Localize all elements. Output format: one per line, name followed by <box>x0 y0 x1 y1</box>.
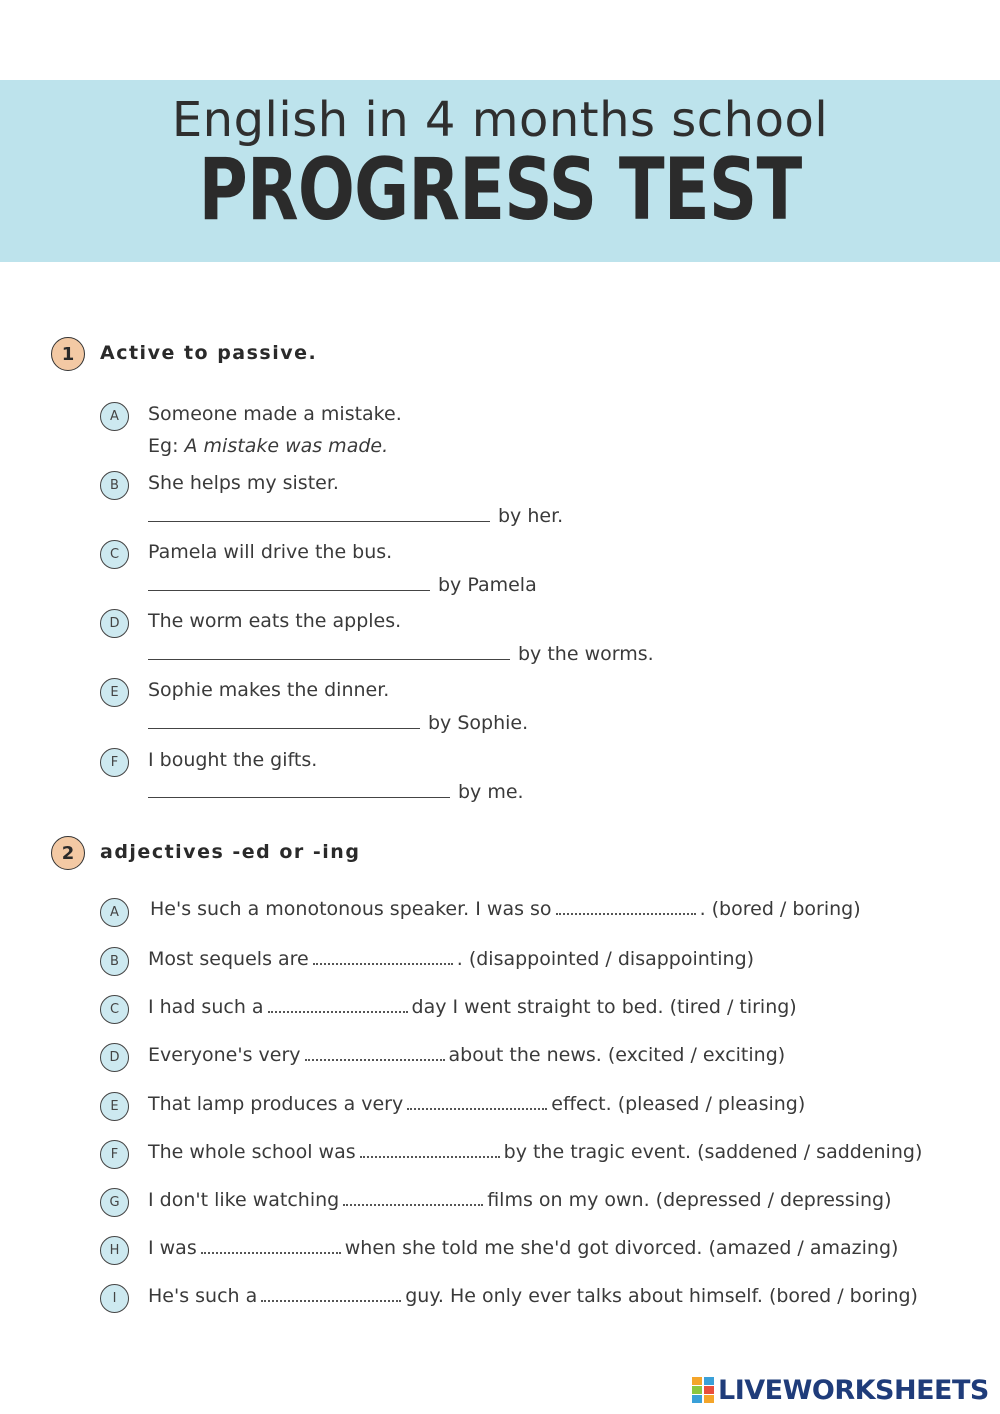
sentence-start: Everyone's very <box>148 1044 301 1066</box>
item-1d-answer-row <box>148 643 654 665</box>
sentence-end: when she told me she'd got divorced. (amazed / amazing) <box>344 1237 899 1259</box>
answer-blank[interactable] <box>148 574 430 591</box>
item-2e-row <box>148 1093 805 1115</box>
item-1a-sentence: Someone made a mistake. <box>148 403 402 425</box>
item-1c-answer-row <box>148 574 537 596</box>
example-answer: A mistake was made. <box>184 435 389 457</box>
answer-suffix: by Sophie. <box>428 712 529 734</box>
sentence-end: films on my own. (depressed / depressing) <box>487 1189 892 1211</box>
item-1a-letter: A <box>100 402 129 431</box>
item-1f-letter: F <box>100 748 129 777</box>
item-1c-letter: C <box>100 540 129 569</box>
item-2c-letter: C <box>100 995 129 1024</box>
item-1b-letter: B <box>100 471 129 500</box>
sentence-start: He's such a <box>148 1285 258 1307</box>
item-1b-sentence: She helps my sister. <box>148 472 339 494</box>
answer-blank[interactable] <box>148 643 510 660</box>
sentence-end: effect. (pleased / pleasing) <box>551 1093 806 1115</box>
sentence-end: day I went straight to bed. (tired / tiring) <box>411 996 797 1018</box>
item-1f-answer-row <box>148 781 524 803</box>
item-2b-row <box>148 948 754 970</box>
answer-blank[interactable] <box>148 781 450 798</box>
answer-blank[interactable] <box>305 1045 445 1061</box>
answer-blank[interactable] <box>261 1286 401 1302</box>
answer-suffix: by Pamela <box>438 574 537 596</box>
section-2-title: adjectives -ed or -ing <box>100 841 361 863</box>
item-1e-answer-row <box>148 712 528 734</box>
item-2f-row <box>148 1141 922 1163</box>
sentence-start: He's such a monotonous speaker. I was so <box>150 898 552 920</box>
item-2h-row <box>148 1237 898 1259</box>
section-1-title: Active to passive. <box>100 342 318 364</box>
answer-blank[interactable] <box>407 1094 547 1110</box>
item-2g-letter: G <box>100 1188 129 1217</box>
sentence-end: by the tragic event. (saddened / saddening) <box>503 1141 923 1163</box>
item-1d-letter: D <box>100 609 129 638</box>
answer-blank[interactable] <box>313 949 453 965</box>
logo-text: LIVEWORKSHEETS <box>718 1374 989 1406</box>
answer-blank[interactable] <box>343 1190 483 1206</box>
answer-suffix: by the worms. <box>518 643 654 665</box>
item-2d-letter: D <box>100 1043 129 1072</box>
liveworksheets-logo <box>692 1373 989 1407</box>
item-2i-row <box>148 1285 918 1307</box>
answer-blank[interactable] <box>268 997 408 1013</box>
example-prefix: Eg: <box>148 435 185 457</box>
answer-blank[interactable] <box>201 1238 341 1254</box>
item-1e-letter: E <box>100 678 129 707</box>
sentence-end: . (disappointed / disappointing) <box>456 948 755 970</box>
item-2i-letter: I <box>100 1284 129 1313</box>
item-2f-letter: F <box>100 1140 129 1169</box>
item-1c-sentence: Pamela will drive the bus. <box>148 541 393 563</box>
item-1a-example <box>148 435 388 457</box>
sentence-end: about the news. (excited / exciting) <box>448 1044 786 1066</box>
sentence-start: Most sequels are <box>148 948 309 970</box>
answer-suffix: by me. <box>458 781 524 803</box>
item-1b-answer-row <box>148 505 563 527</box>
item-2a-letter: A <box>100 898 129 927</box>
section-2-number: 2 <box>51 836 85 870</box>
section-1-number: 1 <box>51 337 85 371</box>
answer-blank[interactable] <box>148 712 420 729</box>
answer-blank[interactable] <box>556 899 696 915</box>
item-2b-letter: B <box>100 947 129 976</box>
sentence-start: I don't like watching <box>148 1189 340 1211</box>
item-1e-sentence: Sophie makes the dinner. <box>148 679 390 701</box>
sentence-end: guy. He only ever talks about himself. (bored / boring) <box>405 1285 918 1307</box>
item-2g-row <box>148 1189 892 1211</box>
sentence-start: The whole school was <box>148 1141 356 1163</box>
item-1f-sentence: I bought the gifts. <box>148 749 318 771</box>
page-title: PROGRESS TEST <box>198 140 802 240</box>
sentence-end: . (bored / boring) <box>699 898 861 920</box>
answer-blank[interactable] <box>360 1142 500 1158</box>
item-2h-letter: H <box>100 1236 129 1265</box>
item-2e-letter: E <box>100 1092 129 1121</box>
item-2c-row <box>148 996 797 1018</box>
item-1d-sentence: The worm eats the apples. <box>148 610 402 632</box>
sentence-start: That lamp produces a very <box>148 1093 404 1115</box>
item-2d-row <box>148 1044 785 1066</box>
liveworksheets-icon <box>692 1377 714 1403</box>
answer-blank[interactable] <box>148 505 490 522</box>
item-2a-row <box>150 898 861 920</box>
school-name: English in 4 months school <box>171 92 829 148</box>
sentence-start: I was <box>148 1237 197 1259</box>
sentence-start: I had such a <box>148 996 264 1018</box>
answer-suffix: by her. <box>498 505 564 527</box>
